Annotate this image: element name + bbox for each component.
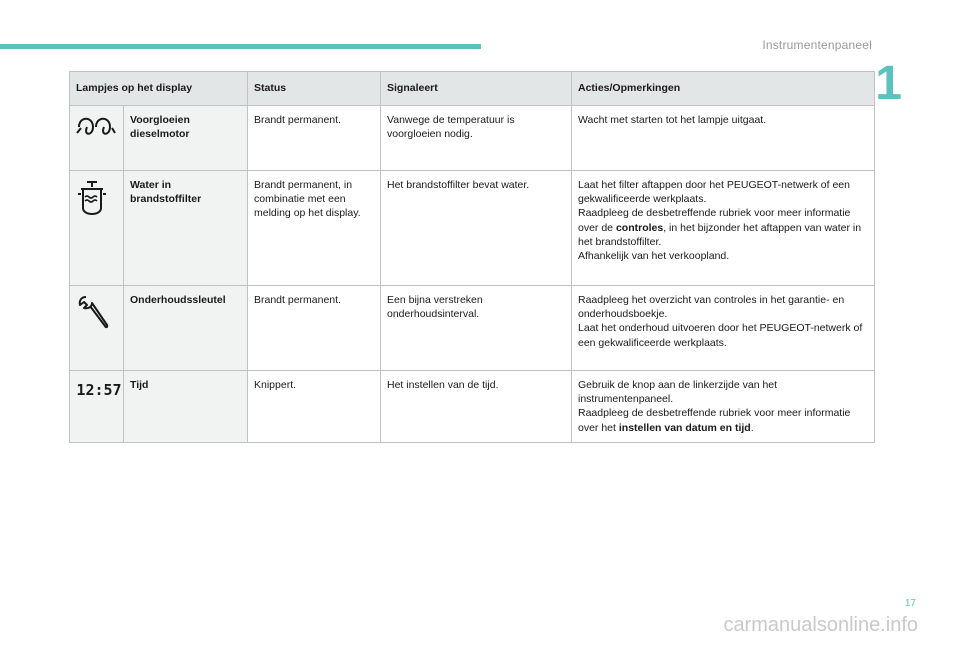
lamp-status: Knippert. [248,371,381,443]
action-text: , in het bijzonder het aftappen van water in het brandstoffilter. [578,221,862,248]
action-text: Raadpleeg de desbetreffende rubriek voor meer informatie over de [578,207,851,234]
chapter-number: 1 [875,57,902,110]
action-emphasis: instellen van datum en tijd [618,421,751,434]
lamp-signal: Een bijna verstreken onderhoudsinterval. [381,286,572,371]
lamp-signal: Het instellen van de tijd. [381,371,572,443]
lamp-icon-cell [70,286,124,371]
warning-lamps-table [69,71,875,443]
lamp-actions [572,171,875,286]
action-text: Raadpleeg de desbetreffende rubriek voor meer informatie over het [578,407,851,434]
lamp-status: Brandt permanent, in combinatie met een melding op het display. [248,171,381,286]
clock-display-digits: 12:57 [76,381,122,399]
action-text: Wacht met starten tot het lampje uitgaat. [578,114,767,126]
wrench-icon [76,293,112,333]
lamp-icon-cell [70,106,124,171]
lamp-signal: Vanwege de temperatuur is voorgloeien nodig. [381,106,572,171]
glow-plug-icon [76,113,116,141]
lamp-name: Tijd [124,371,248,443]
lamp-icon-cell [70,171,124,286]
action-text: Gebruik de knop aan de linkerzijde van het instrumentenpaneel. [578,379,778,406]
table-row [70,371,875,443]
lamp-name: Voorgloeien dieselmotor [124,106,248,171]
watermark: carmanualsonline.info [723,614,918,636]
table-row [70,106,875,171]
lamp-actions [572,286,875,371]
action-text: Afhankelijk van het verkoopland. [578,249,730,262]
action-emphasis: controles [615,221,664,234]
clock-display-icon [76,378,122,404]
lamp-actions [572,371,875,443]
section-title: Instrumentenpaneel [762,38,872,52]
table-row [70,171,875,286]
lamp-signal: Het brandstoffilter bevat water. [381,171,572,286]
table-header-row [70,72,875,106]
lamp-icon-cell [70,371,124,443]
column-header-lamp: Lampjes op het display [70,72,248,106]
action-text: . [750,421,754,434]
lamp-status: Brandt permanent. [248,286,381,371]
lamp-name: Onderhoudssleutel [124,286,248,371]
page-number: 17 [904,598,916,609]
column-header-signal: Signaleert [381,72,572,106]
action-text: Raadpleeg het overzicht van controles in het garantie- en onderhoudsboekje. [578,294,845,321]
column-header-status: Status [248,72,381,106]
lamp-actions [572,106,875,171]
column-header-actions: Acties/Opmerkingen [572,72,875,106]
top-accent-bar [0,44,481,49]
lamp-status: Brandt permanent. [248,106,381,171]
action-text: Laat het onderhoud uitvoeren door het PEUGEOT-netwerk of een gekwalificeerde werkplaats. [578,322,863,349]
action-text: Laat het filter aftappen door het PEUGEOT-netwerk of een gekwalificeerde werkplaats. [578,179,850,206]
table-row [70,286,875,371]
water-in-fuel-filter-icon [76,178,108,222]
lamp-name: Water in brandstoffilter [124,171,248,286]
